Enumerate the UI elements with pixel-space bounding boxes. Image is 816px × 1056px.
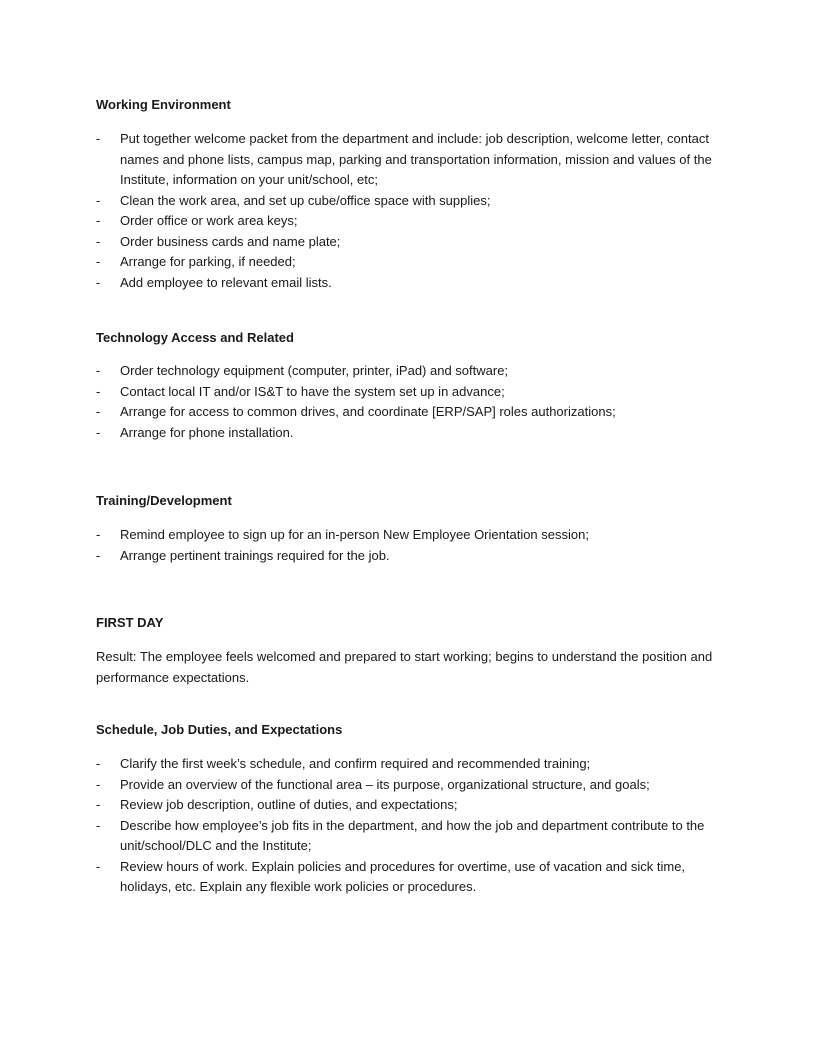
bullet-dash: - xyxy=(96,233,101,249)
list-item: - Put together welcome packet from the department and include: job description, welcome letter, contact names and phone lists, campus map, parking and transportation information, mission and values of the Institute, information on your unit/school, etc; xyxy=(96,131,712,187)
list-item: - Remind employee to sign up for an in-person New Employee Orientation session; xyxy=(96,525,726,546)
bullet-dash: - xyxy=(96,776,101,792)
technology-access-list xyxy=(96,361,726,443)
bullet-dash: - xyxy=(96,547,101,563)
bullet-dash: - xyxy=(96,424,101,440)
bullet-dash: - xyxy=(96,254,101,269)
section-heading-training-development: Training/Development xyxy=(96,493,232,508)
bullet-dash: - xyxy=(96,363,101,378)
bullet-dash: - xyxy=(96,383,101,399)
first-day-result-paragraph: Result: The employee feels welcomed and prepared to start working; begins to understand the position and performance expectations. xyxy=(96,649,713,685)
list-item: - Arrange for access to common drives, and coordinate [ERP/SAP] roles authorizations; xyxy=(96,402,726,423)
list-item: - Describe how employee’s job fits in the department, and how the job and department contribute to the unit/school/DLC and the Institute; xyxy=(96,817,705,853)
list-item: - Provide an overview of the functional area – its purpose, organizational structure, and goals; xyxy=(96,775,726,796)
bullet-dash: - xyxy=(96,817,101,833)
bullet-dash: - xyxy=(96,213,101,228)
section-heading-first-day: FIRST DAY xyxy=(96,615,164,630)
bullet-dash: - xyxy=(96,131,101,146)
list-item: - Clean the work area, and set up cube/office space with supplies; xyxy=(96,191,726,212)
working-environment-list xyxy=(96,129,726,293)
list-item: - Order technology equipment (computer, printer, iPad) and software; xyxy=(96,361,726,382)
section-heading-schedule-duties: Schedule, Job Duties, and Expectations xyxy=(96,722,343,737)
list-item: - Arrange for parking, if needed; xyxy=(96,252,726,273)
bullet-dash: - xyxy=(96,404,101,419)
list-item: - Review hours of work. Explain policies and procedures for overtime, use of vacation and sick time, holidays, etc. Explain any flexible work policies or procedures. xyxy=(96,858,686,894)
list-item: - Arrange pertinent trainings required for the job. xyxy=(96,546,726,567)
training-development-list xyxy=(96,525,726,566)
list-item: - Order office or work area keys; xyxy=(96,211,726,232)
list-item: - Arrange for phone installation. xyxy=(96,423,726,444)
section-heading-working-environment: Working Environment xyxy=(96,97,231,112)
list-item: - Add employee to relevant email lists. xyxy=(96,273,726,294)
bullet-dash: - xyxy=(96,797,101,812)
bullet-dash: - xyxy=(96,858,101,874)
bullet-dash: - xyxy=(96,274,101,290)
bullet-dash: - xyxy=(96,756,101,771)
list-item: - Clarify the first week’s schedule, and confirm required and recommended training; xyxy=(96,754,726,775)
bullet-dash: - xyxy=(96,527,101,542)
schedule-duties-list xyxy=(96,754,726,898)
list-item: - Order business cards and name plate; xyxy=(96,232,726,253)
bullet-dash: - xyxy=(96,192,101,208)
section-heading-technology-access: Technology Access and Related xyxy=(96,330,294,345)
list-item: - Contact local IT and/or IS&T to have the system set up in advance; xyxy=(96,382,726,403)
list-item: - Review job description, outline of duties, and expectations; xyxy=(96,795,726,816)
